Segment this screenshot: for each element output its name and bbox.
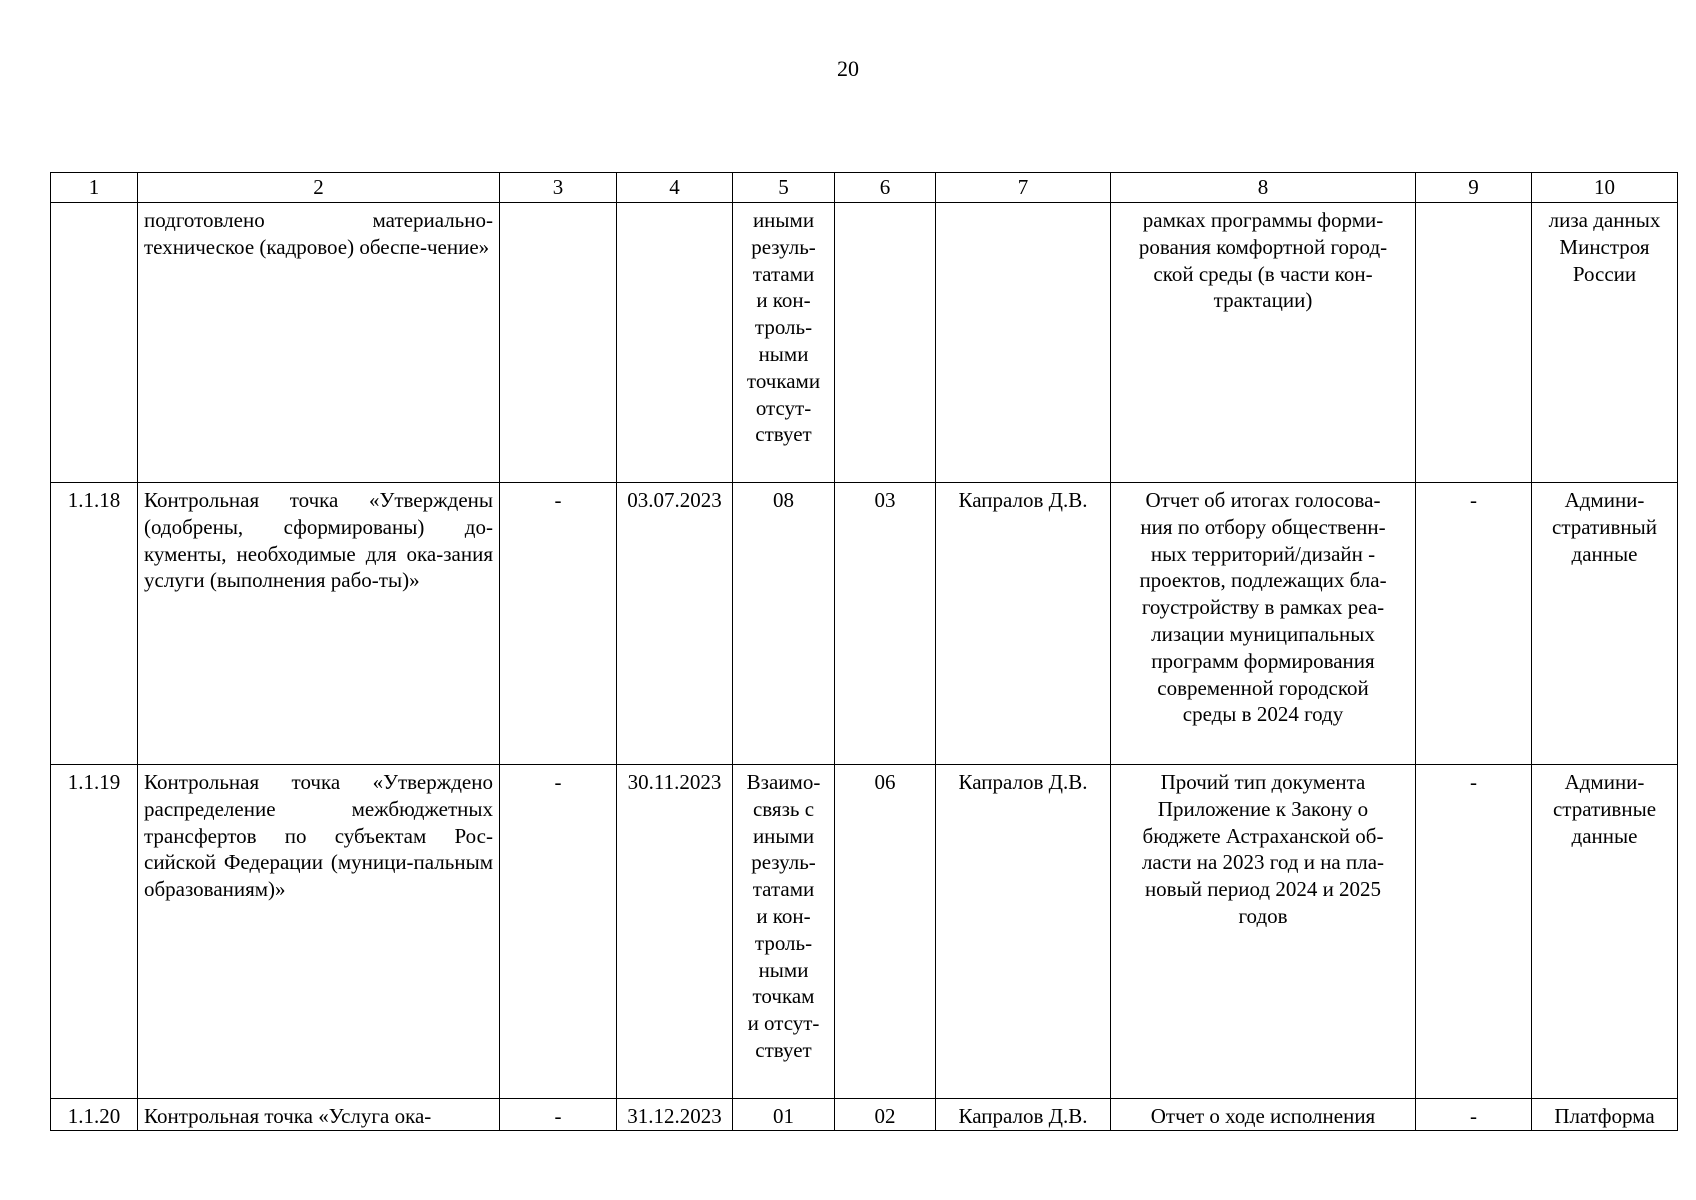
relation-cell: 01 <box>733 1099 835 1131</box>
code-cell: 03 <box>835 483 936 765</box>
column-header: 1 <box>51 173 138 203</box>
control-points-table <box>50 172 1678 1131</box>
cell-col-9 <box>1416 203 1532 483</box>
code-cell <box>835 203 936 483</box>
document-type: Прочий тип документа Приложение к Закону о бюджете Астраханской об- ласти на 2023 год и на пла- новый период 2024 и 2025 годов <box>1111 765 1416 1099</box>
responsible-person: Капралов Д.В. <box>936 1099 1111 1131</box>
control-point-name: подготовлено материально-техническое (кадровое) обеспе-чение» <box>138 203 500 483</box>
table-row <box>51 1099 1678 1131</box>
column-header: 5 <box>733 173 835 203</box>
row-number: 1.1.20 <box>51 1099 138 1131</box>
column-header: 10 <box>1532 173 1678 203</box>
table-row <box>51 765 1678 1099</box>
relation-cell: иными резуль- татами и кон- троль- ными точками отсут- ствует <box>733 203 835 483</box>
relation-cell: Взаимо- связь с иными резуль- татами и кон- троль- ными точкам и отсут- ствует <box>733 765 835 1099</box>
cell-col-9: - <box>1416 483 1532 765</box>
cell-col-9: - <box>1416 765 1532 1099</box>
data-source: лиза данных Минстроя России <box>1532 203 1678 483</box>
table-row <box>51 483 1678 765</box>
responsible-person: Капралов Д.В. <box>936 483 1111 765</box>
code-cell: 06 <box>835 765 936 1099</box>
cell-col-3 <box>500 203 617 483</box>
row-number <box>51 203 138 483</box>
document-type: Отчет об итогах голосова- ния по отбору общественн- ных территорий/дизайн - проектов, подлежащих бла- гоустройству в рамках реа- лизации муниципальных программ формирования современной городской среды в 2024 году <box>1111 483 1416 765</box>
due-date: 31.12.2023 <box>617 1099 733 1131</box>
cell-col-3: - <box>500 765 617 1099</box>
column-number-header-row <box>51 173 1678 203</box>
page-number: 20 <box>837 56 859 81</box>
column-header: 6 <box>835 173 936 203</box>
relation-cell: 08 <box>733 483 835 765</box>
data-source: Платформа <box>1532 1099 1678 1131</box>
document-type: рамках программы форми- рования комфортной город- ской среды (в части кон- трактации) <box>1111 203 1416 483</box>
control-point-name: Контрольная точка «Утверждено распределение межбюджетных трансфертов по субъектам Рос-сийской Федерации (муници-пальным образованиям)» <box>138 765 500 1099</box>
table-row <box>51 203 1678 483</box>
data-source: Админи- стративные данные <box>1532 765 1678 1099</box>
column-header: 7 <box>936 173 1111 203</box>
document-type: Отчет о ходе исполнения <box>1111 1099 1416 1131</box>
row-number: 1.1.19 <box>51 765 138 1099</box>
responsible-person: Капралов Д.В. <box>936 765 1111 1099</box>
cell-col-3: - <box>500 1099 617 1131</box>
column-header: 4 <box>617 173 733 203</box>
cell-col-3: - <box>500 483 617 765</box>
row-number: 1.1.18 <box>51 483 138 765</box>
control-point-name: Контрольная точка «Услуга ока- <box>138 1099 500 1131</box>
cell-col-9: - <box>1416 1099 1532 1131</box>
due-date: 03.07.2023 <box>617 483 733 765</box>
due-date <box>617 203 733 483</box>
code-cell: 02 <box>835 1099 936 1131</box>
responsible-person <box>936 203 1111 483</box>
column-header: 9 <box>1416 173 1532 203</box>
column-header: 3 <box>500 173 617 203</box>
due-date: 30.11.2023 <box>617 765 733 1099</box>
column-header: 2 <box>138 173 500 203</box>
control-point-name: Контрольная точка «Утверждены (одобрены, сформированы) до-кументы, необходимые для ока-зания услуги (выполнения рабо-ты)» <box>138 483 500 765</box>
column-header: 8 <box>1111 173 1416 203</box>
data-source: Админи- стративный данные <box>1532 483 1678 765</box>
